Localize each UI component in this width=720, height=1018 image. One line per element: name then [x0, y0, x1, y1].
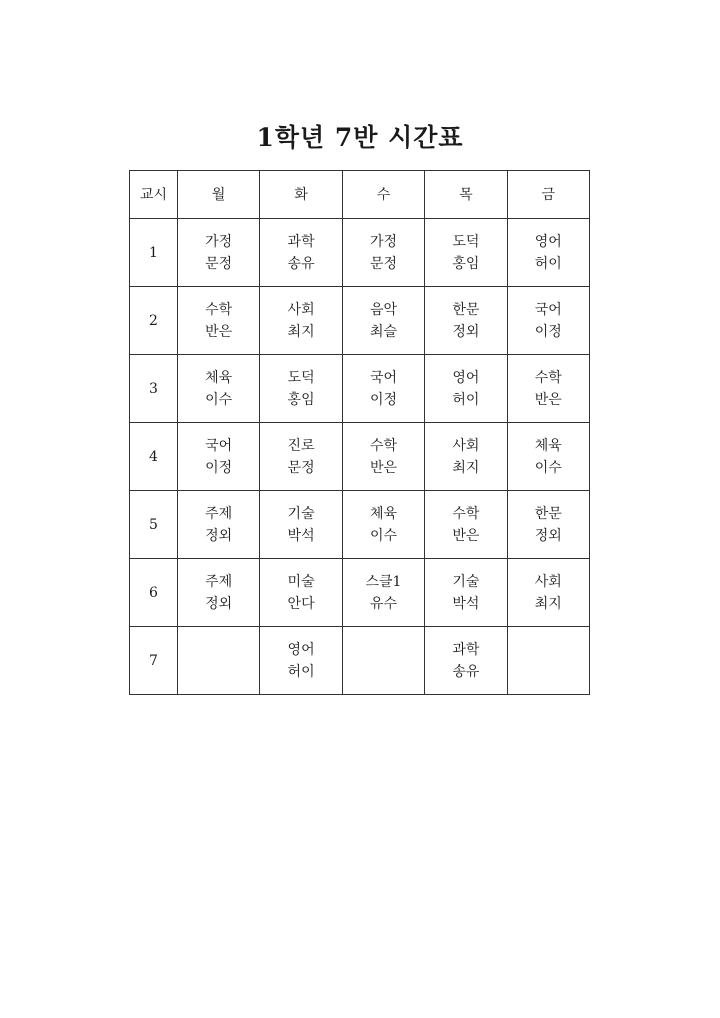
- teacher-name: 최지: [452, 459, 480, 476]
- class-cell-tue: [260, 423, 342, 491]
- period-number: 3: [130, 355, 178, 423]
- class-cell-mon: [178, 491, 260, 559]
- teacher-name: 문정: [287, 459, 315, 476]
- teacher-name: 홍임: [452, 255, 480, 272]
- header-fri: 금: [507, 171, 589, 219]
- class-cell-wed: [342, 491, 424, 559]
- class-cell-thu: [425, 423, 507, 491]
- timetable-body: [130, 219, 590, 695]
- teacher-name: 송유: [452, 663, 480, 680]
- page-title: 1학년 7반 시간표: [256, 123, 464, 152]
- class-cell-tue: [260, 491, 342, 559]
- class-cell-tue: [260, 627, 342, 695]
- class-cell-tue: [260, 355, 342, 423]
- teacher-name: 허이: [452, 391, 480, 408]
- timetable: [129, 170, 590, 695]
- class-cell-fri: [507, 287, 589, 355]
- class-cell-mon: [178, 355, 260, 423]
- class-cell-fri: [507, 219, 589, 287]
- subject-name: 수학: [369, 437, 397, 454]
- class-cell-thu: [425, 559, 507, 627]
- subject-name: 한문: [534, 505, 562, 522]
- header-mon: 월: [178, 171, 260, 219]
- subject-name: 국어: [205, 437, 233, 454]
- teacher-name: 최슬: [369, 323, 397, 340]
- subject-name: 가정: [369, 233, 397, 250]
- subject-name: 도덕: [287, 369, 315, 386]
- teacher-name: 문정: [369, 255, 397, 272]
- subject-name: 스클1: [365, 573, 402, 590]
- header-wed: 수: [342, 171, 424, 219]
- teacher-name: 박석: [287, 527, 315, 544]
- class-cell-fri: [507, 423, 589, 491]
- class-cell-thu: [425, 355, 507, 423]
- class-cell-tue: [260, 287, 342, 355]
- class-cell-thu: [425, 491, 507, 559]
- teacher-name: 정외: [205, 595, 233, 612]
- teacher-name: 정외: [452, 323, 480, 340]
- class-cell-mon: [178, 219, 260, 287]
- subject-name: 진로: [287, 437, 315, 454]
- header-tue: 화: [260, 171, 342, 219]
- subject-name: 한문: [452, 301, 480, 318]
- header-period: 교시: [130, 171, 178, 219]
- teacher-name: 최지: [534, 595, 562, 612]
- teacher-name: 허이: [534, 255, 562, 272]
- table-row: [130, 491, 590, 559]
- class-cell-thu: [425, 627, 507, 695]
- class-cell-wed: [342, 559, 424, 627]
- teacher-name: 정외: [205, 527, 233, 544]
- header-row: [130, 171, 590, 219]
- class-cell-wed: [342, 355, 424, 423]
- teacher-name: 유수: [369, 595, 397, 612]
- class-cell-fri: [507, 559, 589, 627]
- class-cell-fri: [507, 627, 589, 695]
- period-number: 1: [130, 219, 178, 287]
- period-number: 5: [130, 491, 178, 559]
- subject-name: 과학: [287, 233, 315, 250]
- class-cell-mon: [178, 287, 260, 355]
- teacher-name: 반은: [205, 323, 233, 340]
- table-row: [130, 559, 590, 627]
- subject-name: 가정: [205, 233, 233, 250]
- subject-name: 과학: [452, 641, 480, 658]
- class-cell-thu: [425, 219, 507, 287]
- table-row: [130, 219, 590, 287]
- subject-name: 사회: [534, 573, 562, 590]
- class-cell-mon: [178, 423, 260, 491]
- class-cell-fri: [507, 355, 589, 423]
- teacher-name: 반은: [369, 459, 397, 476]
- period-number: 2: [130, 287, 178, 355]
- class-cell-mon: [178, 559, 260, 627]
- subject-name: 음악: [369, 301, 397, 318]
- teacher-name: 이수: [534, 459, 562, 476]
- teacher-name: 이정: [369, 391, 397, 408]
- subject-name: 미술: [287, 573, 315, 590]
- subject-name: 수학: [452, 505, 480, 522]
- subject-name: 국어: [534, 301, 562, 318]
- teacher-name: 최지: [287, 323, 315, 340]
- subject-name: 기술: [452, 573, 480, 590]
- subject-name: 수학: [205, 301, 233, 318]
- teacher-name: 반은: [534, 391, 562, 408]
- teacher-name: 문정: [205, 255, 233, 272]
- class-cell-tue: [260, 559, 342, 627]
- class-cell-mon: [178, 627, 260, 695]
- teacher-name: 이정: [534, 323, 562, 340]
- teacher-name: 이정: [205, 459, 233, 476]
- class-cell-wed: [342, 287, 424, 355]
- class-cell-fri: [507, 491, 589, 559]
- period-number: 7: [130, 627, 178, 695]
- subject-name: 영어: [287, 641, 315, 658]
- teacher-name: 송유: [287, 255, 315, 272]
- subject-name: 사회: [287, 301, 315, 318]
- table-row: [130, 423, 590, 491]
- subject-name: 도덕: [452, 233, 480, 250]
- subject-name: 주제: [205, 505, 233, 522]
- class-cell-wed: [342, 423, 424, 491]
- teacher-name: 박석: [452, 595, 480, 612]
- table-row: [130, 287, 590, 355]
- class-cell-wed: [342, 219, 424, 287]
- subject-name: 기술: [287, 505, 315, 522]
- subject-name: 영어: [452, 369, 480, 386]
- period-number: 4: [130, 423, 178, 491]
- teacher-name: 이수: [369, 527, 397, 544]
- table-row: [130, 355, 590, 423]
- subject-name: 수학: [534, 369, 562, 386]
- teacher-name: 홍임: [287, 391, 315, 408]
- teacher-name: 정외: [534, 527, 562, 544]
- class-cell-thu: [425, 287, 507, 355]
- period-number: 6: [130, 559, 178, 627]
- table-row: [130, 627, 590, 695]
- subject-name: 체육: [205, 369, 233, 386]
- subject-name: 체육: [534, 437, 562, 454]
- teacher-name: 허이: [287, 663, 315, 680]
- header-thu: 목: [425, 171, 507, 219]
- subject-name: 영어: [534, 233, 562, 250]
- teacher-name: 반은: [452, 527, 480, 544]
- class-cell-tue: [260, 219, 342, 287]
- teacher-name: 안다: [287, 595, 315, 612]
- subject-name: 사회: [452, 437, 480, 454]
- subject-name: 주제: [205, 573, 233, 590]
- class-cell-wed: [342, 627, 424, 695]
- teacher-name: 이수: [205, 391, 233, 408]
- subject-name: 국어: [369, 369, 397, 386]
- subject-name: 체육: [369, 505, 397, 522]
